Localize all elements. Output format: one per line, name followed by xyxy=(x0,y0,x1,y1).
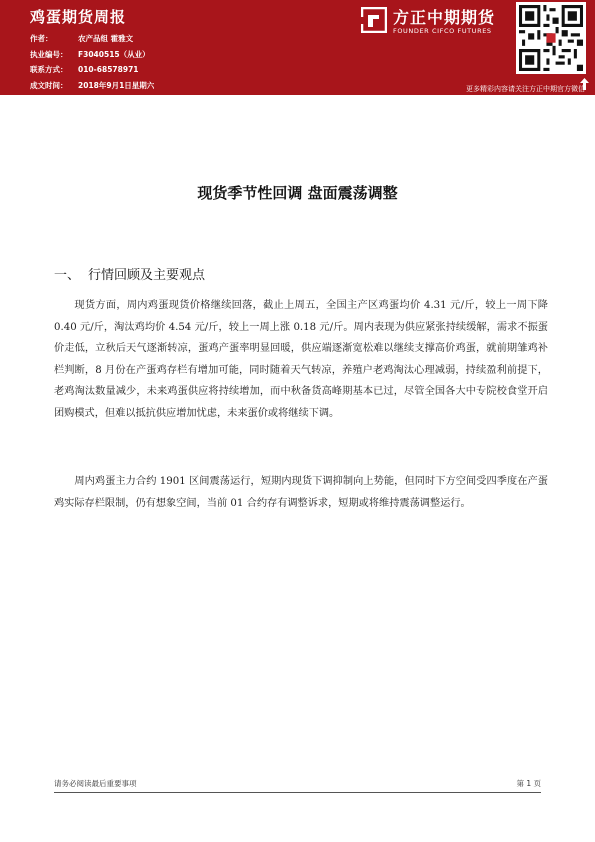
footer-disclaimer-notice: 请务必阅读最后重要事项 xyxy=(54,779,137,788)
logo-english-name: FOUNDER CIFCO FUTURES xyxy=(393,27,492,35)
wechat-qr-code xyxy=(516,2,586,74)
body-paragraph-futures: 周内鸡蛋主力合约 1901 区间震荡运行，短期内现货下调抑制向上势能，但同时下方空间受四季度在产蛋鸡实际存栏限制，仍有想象空间，当前 01 合约存有调整诉求，短期或将维持震荡调整运行。 xyxy=(54,476,548,509)
page-number: 第 1 页 xyxy=(516,779,541,788)
meta-contact: 联系方式： 010-68578971 xyxy=(30,65,139,74)
body-paragraph-spot-market: 现货方面，周内鸡蛋现货价格继续回落，截止上周五，全国主产区鸡蛋均价 4.31 元/斤，较上一周下降 0.40 元/斤，淘汰鸡均价 4.54 元/斤，较上一周上涨 0.18 元/斤。周内表现为供应紧张持续缓解，需求不振蛋价走低，立秋后天气逐渐转凉，蛋鸡产蛋率明显回暖，供应端逐渐宽松难以继续支撑高价鸡蛋，就前期雏鸡补栏判断，8 月份在产蛋鸡存栏有增加可能，同时随着天气转凉，养殖户老鸡淘汰心理减弱，持续盈利前提下，老鸡淘汰数量减少，未来鸡蛋供应将持续增加，而中秋备货高峰期基本已过，尽管全国各大中专院校食堂开启团购模式，但难以抵抗供应增加忧虑，未来蛋价或将继续下调。 xyxy=(54,300,548,419)
section-heading xyxy=(54,264,205,283)
report-header-banner xyxy=(0,0,595,95)
report-type-title: 鸡蛋期货周报 xyxy=(30,8,127,26)
meta-date: 成文时间： 2018年9月1日星期六 xyxy=(30,80,155,90)
meta-license: 执业编号： F3040515（从业） xyxy=(30,49,150,59)
logo-chinese-name: 方正中期期货 xyxy=(393,8,496,27)
section-title: 行情回顾及主要观点 xyxy=(88,268,206,283)
company-logo xyxy=(361,5,511,41)
qr-code-icon xyxy=(519,5,583,71)
document-title: 现货季节性回调 盘面震荡调整 xyxy=(197,184,398,202)
meta-author: 作者： 农产品组 霍雅文 xyxy=(30,34,134,43)
wechat-follow-slogan: 更多精彩内容请关注方正中期官方微信 xyxy=(466,85,585,93)
author-meta xyxy=(30,31,154,93)
section-number: 一、 xyxy=(54,268,81,283)
footer-divider xyxy=(54,792,541,793)
founder-logo-icon xyxy=(361,7,387,33)
